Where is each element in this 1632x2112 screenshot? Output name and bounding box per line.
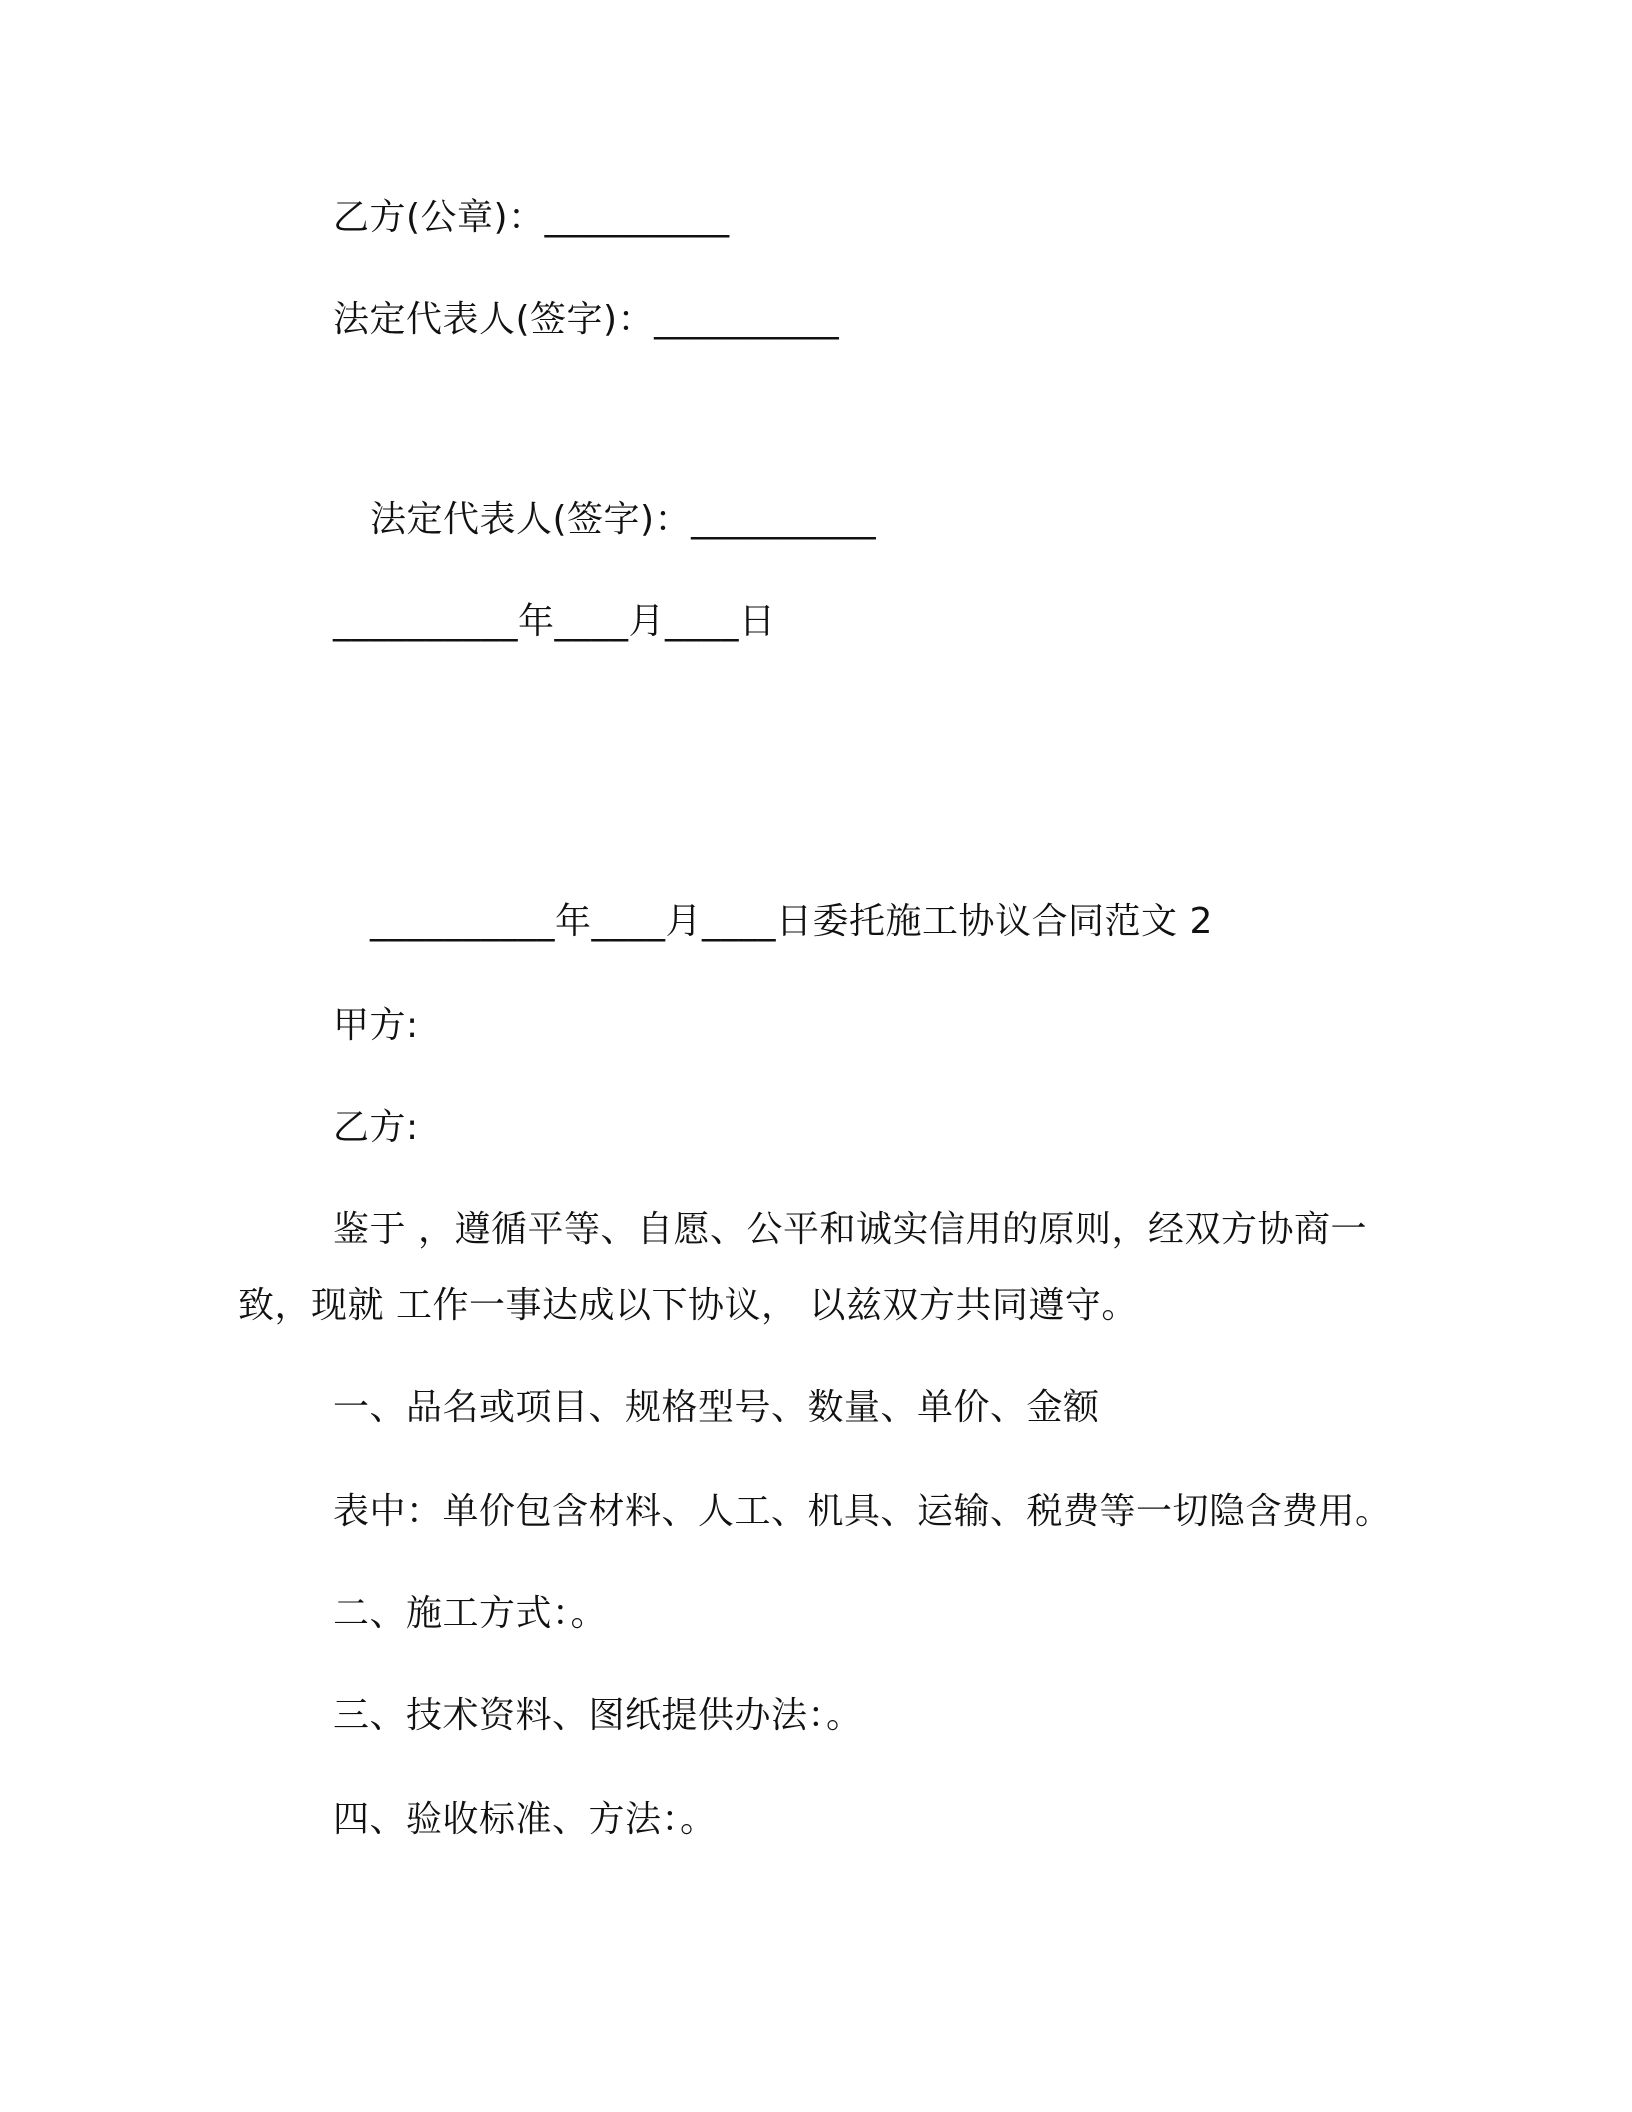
document-title: __________年____月____日委托施工协议合同范文 2 [370, 901, 1213, 942]
party-b-label: 乙方: [333, 1107, 419, 1148]
clause-1: 一、品名或项目、规格型号、数量、单价、金额 [333, 1387, 1100, 1428]
preamble-line-1: 鉴于 ，遵循平等、自愿、公平和诚实信用的原则，经双方协商一 [333, 1209, 1367, 1250]
legal-rep-signature-line-1: 法定代表人(签字)：__________ [333, 299, 840, 340]
clause-3: 三、技术资料、图纸提供办法：。 [333, 1695, 863, 1736]
clause-2: 二、施工方式：。 [333, 1593, 608, 1634]
party-a-label: 甲方: [333, 1005, 419, 1046]
signature-date-line: __________年____月____日 [333, 601, 776, 642]
legal-rep-signature-line-2: 法定代表人(签字)：__________ [370, 499, 877, 540]
clause-1-note: 表中：单价包含材料、人工、机具、运输、税费等一切隐含费用。 [333, 1491, 1392, 1532]
preamble-line-2: 致，现就 工作一事达成以下协议， 以兹双方共同遵守。 [238, 1285, 1138, 1326]
clause-4: 四、验收标准、方法：。 [333, 1799, 717, 1840]
party-b-seal-line: 乙方(公章)：__________ [333, 197, 730, 238]
